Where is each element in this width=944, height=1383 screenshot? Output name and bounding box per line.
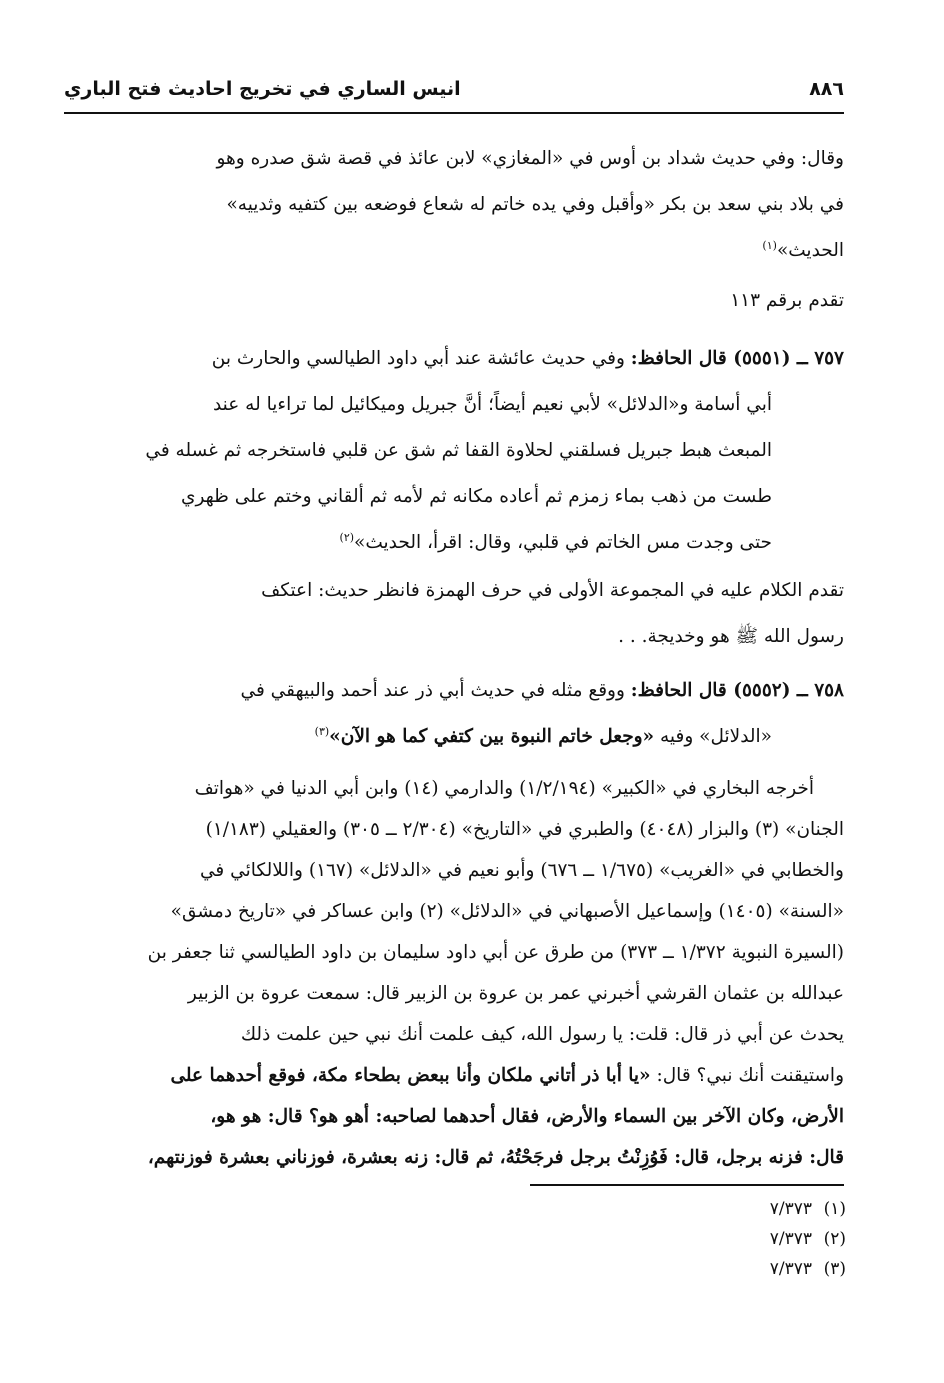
text-line: الأرض، وكان الآخر بين السماء والأرض، فقال أحدهما لصاحبه: أهو هو؟ قال: هو هو، [210,1106,844,1127]
footnote-number: (٢) [823,1229,846,1249]
text-span: وفي حديث عائشة عند أبي داود الطيالسي والحارث بن [211,348,631,369]
text-span: الحديث» [776,240,844,261]
text-line: تقدم الكلام عليه في المجموعة الأولى في حرف الهمزة فانظر حديث: اعتكف [261,580,844,601]
text-line: في بلاد بني سعد بن بكر «وأقبل وفي يده خاتم له شعاع فوضعه بين كتفيه وثدييه» [226,194,844,215]
footnote-ref: (٢) [339,530,355,544]
text-line [76,228,844,274]
text-line [76,1055,844,1096]
text-line [76,336,844,382]
text-line: قال: فزنه برجل، قال: فَوُزِنْتُ برجل فرجَحْتُهُ، ثم قال: زنه بعشرة، فوزناني بعشرة فوزنتهم، [147,1147,844,1168]
text-line: طست من ذهب بماء زمزم ثم أعاده مكانه ثم لأمه ثم ألقاني وختم على ظهري [180,486,772,507]
bold-quote: «يا أبا ذر أتاني ملكان وأنا ببعض بطحاء مكة، فوقع أحدهما على [170,1065,651,1086]
footnote-text: ٧/٣٧٣ [769,1199,812,1219]
footnote-text: ٧/٣٧٣ [769,1259,812,1279]
text-line: تقدم برقم ١١٣ [730,290,844,311]
text-line: الجنان» (٣) والبزار (٤٠٤٨) والطبري في «التاريخ» (٢/٣٠٤ ــ ٣٠٥) والعقيلي (١/١٨٣) [205,819,844,840]
text-line [76,714,844,760]
footnote-1 [706,1194,846,1224]
entry-757 [76,336,844,566]
bold-quote: «وجعل خاتم النبوة بين كتفي كما هو الآن» [329,726,655,747]
footnote-number: (٣) [823,1259,846,1279]
text-line: المبعث هبط جبريل فسلقني لحلاوة القفا ثم شق عن قلبي فاستخرجه ثم غسله في [145,440,772,461]
text-line [76,520,844,566]
entry-number: ٧٥٨ ــ (٥٥٥٢) قال الحافظ: [630,680,844,701]
text-line: أبي أسامة و«الدلائل» لأبي نعيم أيضاً؛ أنَّ جبريل وميكائيل لما تراءيا له عند [212,394,772,415]
text-line: وقال: وفي حديث شداد بن أوس في «المغازي» لابن عائذ في قصة شق صدره وهو [216,148,844,169]
running-title: انيس الساري في تخريج احاديث فتح الباري [64,78,461,100]
footnote-text: ٧/٣٧٣ [769,1229,812,1249]
text-line: يحدث عن أبي ذر قال: قلت: يا رسول الله، كيف علمت أنك نبي حين علمت ذلك [240,1024,844,1045]
footnote-separator [530,1184,844,1186]
text-span: واستيقنت أنك نبي؟ قال: [650,1065,844,1086]
takhrij-paragraph [76,768,844,1178]
text-span: ووقع مثله في حديث أبي ذر عند أحمد والبيهقي في [240,680,631,701]
text-line: والخطابي في «الغريب» (١/٦٧٥ ــ ٦٧٦) وأبو نعيم في «الدلائل» (١٦٧) واللالكائي في [200,860,844,881]
text-line: «السنة» (١٤٠٥) وإسماعيل الأصبهاني في «الدلائل» (٢) وابن عساكر في «تاريخ دمشق» [170,901,844,922]
text-line: رسول الله ﷺ هو وخديجة. . . [618,626,844,647]
text-line [76,668,844,714]
paragraph-shaddad [76,136,844,274]
text-line: أخرجه البخاري في «الكبير» (١/٢/١٩٤) والدارمي (١٤) وابن أبي الدنيا في «هواتف [194,778,814,799]
cross-reference-113 [76,278,844,324]
text-span: «الدلائل» وفيه [654,726,772,747]
footnote-ref: (١) [762,238,777,252]
footnote-2 [706,1224,846,1254]
note-757 [76,568,844,660]
text-span: حتى وجدت مس الخاتم في قلبي، وقال: اقرأ، الحديث» [354,532,772,553]
footnote-3 [706,1254,846,1284]
footnote-ref: (٣) [314,724,330,738]
text-line: عبدالله بن عثمان القرشي أخبرني عمر بن عروة بن الزبير قال: سمعت عروة بن الزبير [187,983,844,1004]
page-number: ٨٨٦ [809,78,844,100]
footnote-number: (١) [823,1199,846,1219]
text-line: (السيرة النبوية ١/٣٧٢ ــ ٣٧٣) من طرق عن أبي داود سليمان بن داود الطيالسي ثنا جعفر بن [147,942,844,963]
running-header [64,72,844,114]
entry-758 [76,668,844,760]
entry-number: ٧٥٧ ــ (٥٥٥١) قال الحافظ: [630,348,844,369]
